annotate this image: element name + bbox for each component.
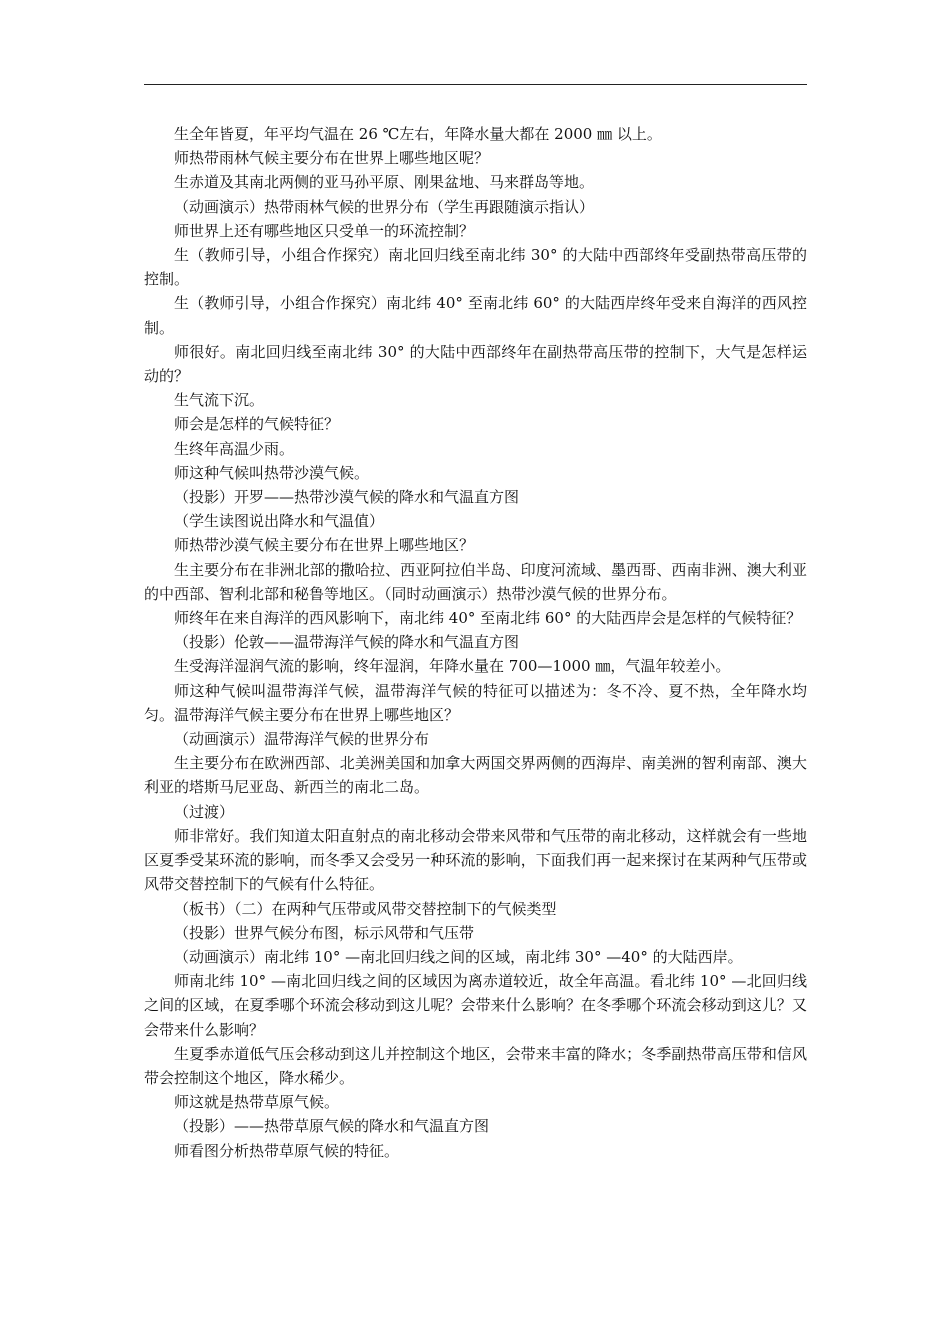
paragraph: 生（教师引导，小组合作探究）南北纬 40° 至南北纬 60° 的大陆西岸终年受来自海洋的西风控制。 [144,294,807,337]
paragraph: （过渡） [174,802,235,821]
paragraph: 师终年在来自海洋的西风影响下，南北纬 40° 至南北纬 60° 的大陆西岸会是怎样的气候特征？ [174,609,802,628]
paragraph: 师南北纬 10° —南北回归线之间的区域因为离赤道较近，故全年高温。看北纬 10° —北回归线之间的区域，在夏季哪个环流会移动到这儿呢？会带来什么影响？在冬季哪个环流会移动到这儿？又会带来什么影响？ [144,972,807,1039]
paragraph: 师会是怎样的气候特征？ [174,415,340,434]
paragraph: （动画演示）热带雨林气候的世界分布（学生再跟随演示指认） [174,197,595,216]
paragraph: 师这就是热带草原气候。 [174,1093,340,1112]
paragraph: 师热带雨林气候主要分布在世界上哪些地区呢？ [174,149,490,168]
paragraph: （学生读图说出降水和气温值） [174,512,385,531]
paragraph: 师这种气候叫温带海洋气候，温带海洋气候的特征可以描述为：冬不冷、夏不热，全年降水均匀。温带海洋气候主要分布在世界上哪些地区？ [144,681,807,724]
document-body [144,122,807,1163]
paragraph: 师世界上还有哪些地区只受单一的环流控制？ [174,221,475,240]
paragraph: （投影）伦敦——温带海洋气候的降水和气温直方图 [174,633,520,652]
paragraph: 生（教师引导，小组合作探究）南北回归线至南北纬 30° 的大陆中西部终年受副热带高压带的控制。 [144,246,807,289]
paragraph: （动画演示）温带海洋气候的世界分布 [174,730,430,749]
paragraph: 生主要分布在欧洲西部、北美洲美国和加拿大两国交界两侧的西海岸、南美洲的智利南部、澳大利亚的塔斯马尼亚岛、新西兰的南北二岛。 [144,754,807,797]
paragraph: 生气流下沉。 [174,391,265,410]
paragraph: 生终年高温少雨。 [174,439,295,458]
paragraph: （板书）（二）在两种气压带或风带交替控制下的气候类型 [174,899,557,918]
paragraph: （投影）开罗——热带沙漠气候的降水和气温直方图 [174,488,520,507]
paragraph: （投影）——热带草原气候的降水和气温直方图 [174,1117,490,1136]
paragraph: 师非常好。我们知道太阳直射点的南北移动会带来风带和气压带的南北移动，这样就会有一些地区夏季受某环流的影响，而冬季又会受另一种环流的影响，下面我们再一起来探讨在某两种气压带或风带交替控制下的气候有什么特征。 [144,826,807,894]
paragraph: 生夏季赤道低气压会移动到这儿并控制这个地区，会带来丰富的降水；冬季副热带高压带和信风带会控制这个地区，降水稀少。 [144,1044,807,1087]
paragraph: （投影）世界气候分布图，标示风带和气压带 [174,923,475,942]
header-rule [144,84,807,85]
paragraph: 生受海洋湿润气流的影响，终年湿润，年降水量在 700—1000 ㎜，气温年较差小。 [174,657,731,676]
paragraph: 师热带沙漠气候主要分布在世界上哪些地区？ [174,536,475,555]
paragraph: （动画演示）南北纬 10° —南北回归线之间的区域，南北纬 30° —40° 的大陆西岸。 [174,947,743,966]
paragraph: 生赤道及其南北两侧的亚马孙平原、刚果盆地、马来群岛等地。 [174,173,595,192]
paragraph: 师这种气候叫热带沙漠气候。 [174,463,370,482]
paragraph: 生全年皆夏，年平均气温在 26 ℃左右，年降水量大都在 2000 ㎜ 以上。 [174,125,662,143]
paragraph: 生主要分布在非洲北部的撒哈拉、西亚阿拉伯半岛、印度河流域、墨西哥、西南非洲、澳大利亚的中西部、智利北部和秘鲁等地区。（同时动画演示）热带沙漠气候的世界分布。 [144,560,807,603]
paragraph: 师看图分析热带草原气候的特征。 [174,1141,400,1160]
paragraph: 师很好。南北回归线至南北纬 30° 的大陆中西部终年在副热带高压带的控制下，大气是怎样运动的？ [144,342,807,386]
